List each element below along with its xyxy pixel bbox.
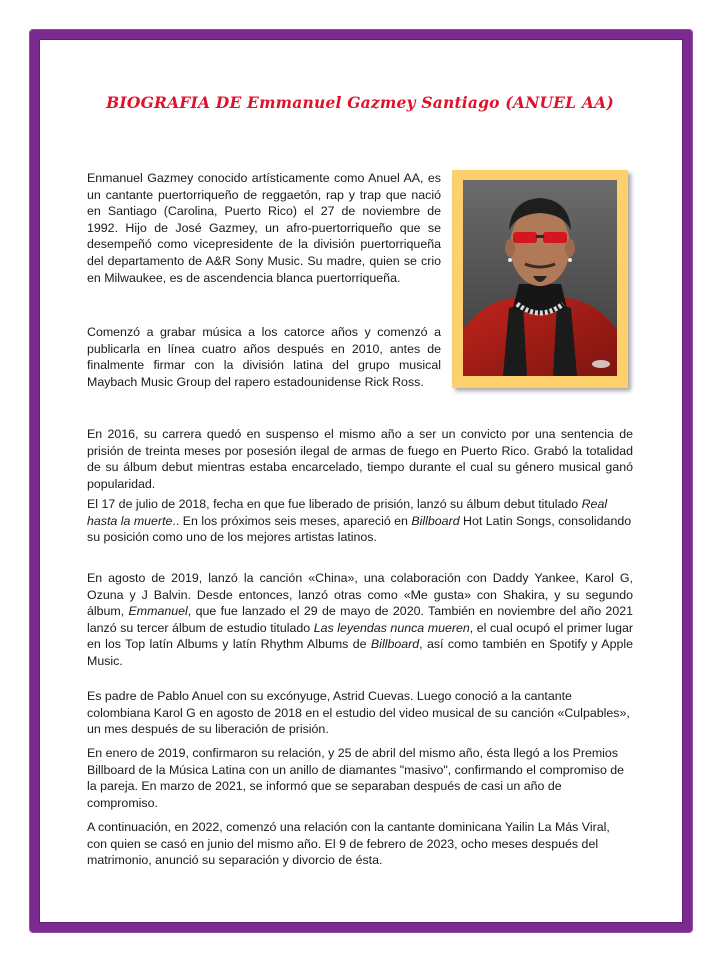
album-title-emmanuel: Emmanuel (128, 604, 188, 619)
paragraph-china-song (87, 570, 633, 670)
text-run: .. En los próximos seis meses, apareció en (172, 513, 412, 528)
paragraph-debut-album (87, 496, 633, 546)
text-run: , así como también en Spotify y Apple Music. (87, 637, 633, 668)
billboard-text: Billboard (370, 637, 420, 652)
text-run: Hot Latin Songs, consolidando su posición como uno de los mejores artistas latinos. (87, 513, 632, 545)
album-title-real: Real hasta la muerte (87, 497, 608, 528)
text-run: El 17 de julio de 2018, fecha en que fue liberado de prisión, lanzó su álbum debut titulado (87, 497, 582, 511)
paragraph-intro: Enmanuel Gazmey conocido artísticamente como Anuel AA, es un cantante puertorriqueño de reggaetón, rap y trap que nació en Santiago (Carolina, Puerto Rico) el 27 de noviembre de 1992. Hijo de José Gazmey, un afro-puertorriqueño que se desempeñó como vicepresidente de la división puertorriqueña del departamento de A&R Sony Music. Su madre, quien se crio en Milwaukee, es de ascendencia blanca puertorriqueña. (87, 171, 441, 285)
portrait-photo (463, 180, 617, 376)
page-title: BIOGRAFIA DE Emmanuel Gazmey Santiago (ANUEL AA) (106, 93, 614, 112)
paragraph-career-start: Comenzó a grabar música a los catorce años y comenzó a publicarla en línea cuatro años después en 2010, antes de finalmente firmar con la división latina del grupo musical Maybach Music Group del rapero estadounidense Rick Ross. (87, 325, 441, 389)
paragraph-engagement: En enero de 2019, confirmaron su relación, y 25 de abril del mismo año, ésta llegó a los Premios Billboard de la Música Latina con un anillo de diamantes "masivo", confirmando el compromiso de la pareja. En marzo de 2021, se informó que se separaban después de casi un año de compromiso. (87, 746, 625, 810)
text-run: , el cual ocupó el primer lugar en los Top latín Albums y latín Rhythm Albums de (87, 620, 633, 652)
billboard-text: Billboard (411, 513, 460, 528)
text-run: En agosto de 2019, lanzó la canción «China», una colaboración con Daddy Yankee, Karol G, Ozuna y J Balvin. Desde entonces, lanzó otras como «Me gusta» con Shakira, y su segundo álbum, (87, 571, 633, 619)
paragraph-marriage: A continuación, en 2022, comenzó una relación con la cantante dominicana Yailin La Más Viral, con quien se casó en junio del mismo año. El 9 de febrero de 2023, ocho meses después del matrimonio, anunció su separación y divorcio de ésta. (87, 820, 610, 868)
album-title-leyendas: Las leyendas nunca mueren (313, 620, 470, 635)
paragraph-family: Es padre de Pablo Anuel con su excónyuge, Astrid Cuevas. Luego conoció a la cantante colombiana Karol G en agosto de 2018 en el estudio del video musical de su canción «Culpables», un mes después de su liberación de prisión. (87, 689, 630, 737)
photo-frame (452, 170, 628, 388)
paragraph-prison: En 2016, su carrera quedó en suspenso el mismo año a ser un convicto por una sentencia de prisión de treinta meses por posesión ilegal de armas de fuego en Puerto Rico. Grabó la totalidad de su álbum debut mientras estaba encarcelado, tiempo durante el cual su género musical ganó popularidad. (87, 427, 633, 491)
text-run: , que fue lanzado el 29 de mayo de 2020. También en noviembre del año 2021 lanzó su tercer álbum de estudio titulado (87, 604, 633, 635)
